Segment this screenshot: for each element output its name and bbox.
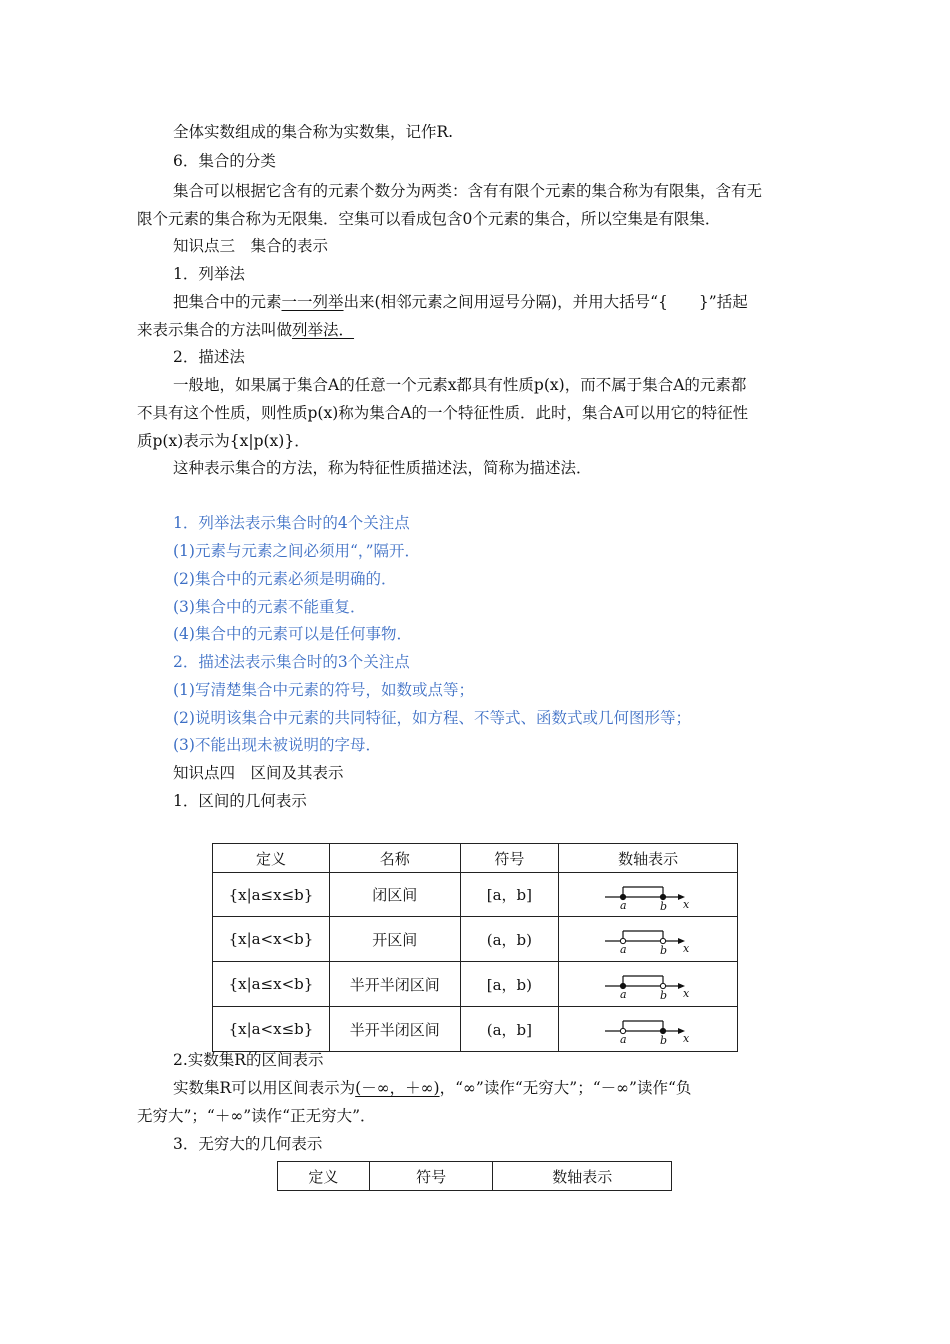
note-line: (2)说明该集合中元素的共同特征，如方程、不等式、函数式或几何图形等； — [173, 709, 691, 727]
para-real-interval-line2: 无穷大”；“＋∞”读作“正无穷大”． — [137, 1107, 376, 1125]
cell-symbol: [a，b] — [460, 873, 559, 917]
number-line-diagram — [603, 923, 693, 955]
cell-name: 闭区间 — [329, 873, 460, 917]
note-line: (4)集合中的元素可以是任何事物． — [173, 625, 412, 643]
label-b: b — [660, 989, 668, 1000]
interval-table — [212, 843, 738, 1052]
header-symbol: 符号 — [460, 844, 559, 873]
para-description-line4: 这种表示集合的方法，称为特征性质描述法，简称为描述法． — [173, 459, 592, 477]
label-b: b — [660, 944, 668, 955]
underlined-term: (－∞，＋∞) — [355, 1079, 440, 1097]
endpoint-b — [661, 1028, 666, 1033]
number-line-diagram — [603, 879, 693, 911]
cell-name: 半开半闭区间 — [329, 1007, 460, 1052]
label-b: b — [660, 1034, 668, 1045]
heading-set-classification: 6．集合的分类 — [173, 152, 276, 170]
table-row — [213, 962, 738, 1007]
table-header-row — [278, 1162, 672, 1191]
header-symbol: 符号 — [369, 1162, 493, 1191]
text-segment: ，“∞”读作“无穷大”；“－∞”读作“负 — [439, 1079, 692, 1097]
cell-number-line — [559, 873, 738, 917]
cell-name: 开区间 — [329, 917, 460, 962]
cell-symbol: (a，b) — [460, 917, 559, 962]
cell-number-line — [559, 962, 738, 1007]
heading-interval-geometry: 1．区间的几何表示 — [173, 792, 307, 810]
heading-description: 2．描述法 — [173, 348, 245, 366]
knowledge-point-3-title: 知识点三 集合的表示 — [173, 237, 329, 255]
label-a: a — [620, 988, 627, 1000]
para-real-interval-line1 — [173, 1078, 691, 1098]
note-line: 2．描述法表示集合时的3个关注点 — [173, 653, 410, 671]
cell-symbol: (a，b] — [460, 1007, 559, 1052]
number-line-diagram — [603, 1013, 693, 1045]
note-line: 1．列举法表示集合时的4个关注点 — [173, 514, 410, 532]
heading-infinity-geometry: 3．无穷大的几何表示 — [173, 1135, 323, 1153]
para-enumeration-line2 — [137, 320, 354, 340]
table-row — [213, 1007, 738, 1052]
text-segment: 实数集R可以用区间表示为 — [173, 1079, 356, 1097]
endpoint-b — [661, 983, 666, 988]
para-description-line1: 一般地，如果属于集合A的任意一个元素x都具有性质p(x)，而不属于集合A的元素都 — [173, 376, 747, 394]
label-a: a — [620, 1033, 627, 1045]
label-a: a — [620, 943, 627, 955]
text-segment: 来表示集合的方法叫做 — [137, 321, 293, 339]
para-classification-line2: 限个元素的集合称为无限集．空集可以看成包含0个元素的集合，所以空集是有限集． — [137, 210, 721, 228]
heading-enumeration: 1．列举法 — [173, 265, 245, 283]
para-enumeration-line1 — [173, 292, 748, 312]
header-number-line: 数轴表示 — [559, 844, 738, 873]
header-definition: 定义 — [213, 844, 330, 873]
text-segment: 出来(相邻元素之间用逗号分隔)，并用大括号“{ }”括起 — [343, 293, 748, 311]
label-x: x — [683, 987, 690, 1000]
cell-number-line — [559, 1007, 738, 1052]
infinity-table — [277, 1161, 672, 1191]
table-row — [213, 873, 738, 917]
cell-definition: {x|a<x<b} — [213, 917, 330, 962]
header-definition: 定义 — [278, 1162, 370, 1191]
label-x: x — [683, 1032, 690, 1045]
para-description-line3: 质p(x)表示为{x|p(x)}． — [137, 432, 310, 450]
endpoint-b — [661, 938, 666, 943]
note-line: (2)集合中的元素必须是明确的． — [173, 570, 397, 588]
para-real-numbers: 全体实数组成的集合称为实数集，记作R. — [173, 123, 454, 141]
label-x: x — [683, 942, 690, 955]
underlined-term: 列举法． — [292, 321, 355, 339]
cell-definition: {x|a≤x<b} — [213, 962, 330, 1007]
cell-number-line — [559, 917, 738, 962]
underlined-term: 一一列举 — [281, 293, 344, 311]
knowledge-point-4-title: 知识点四 区间及其表示 — [173, 764, 344, 782]
note-line: (3)集合中的元素不能重复． — [173, 598, 366, 616]
endpoint-b — [661, 894, 666, 899]
para-description-line2: 不具有这个性质，则性质p(x)称为集合A的一个特征性质．此时，集合A可以用它的特征性 — [137, 404, 749, 422]
label-a: a — [620, 898, 627, 911]
cell-name: 半开半闭区间 — [329, 962, 460, 1007]
para-classification-line1: 集合可以根据它含有的元素个数分为两类：含有有限个元素的集合称为有限集，含有无 — [173, 182, 763, 200]
note-line: (3)不能出现未被说明的字母． — [173, 736, 381, 754]
number-line-diagram — [603, 968, 693, 1000]
note-line: (1)写清楚集合中元素的符号，如数或点等； — [173, 681, 474, 699]
cell-definition: {x|a≤x≤b} — [213, 873, 330, 917]
note-line: (1)元素与元素之间必须用“，”隔开． — [173, 542, 421, 560]
label-b: b — [660, 899, 668, 911]
header-name: 名称 — [329, 844, 460, 873]
cell-symbol: [a，b) — [460, 962, 559, 1007]
header-number-line: 数轴表示 — [493, 1162, 672, 1191]
label-x: x — [683, 897, 690, 911]
table-header-row — [213, 844, 738, 873]
heading-real-interval: 2.实数集R的区间表示 — [173, 1051, 324, 1069]
cell-definition: {x|a<x≤b} — [213, 1007, 330, 1052]
text-segment: 把集合中的元素 — [173, 293, 282, 311]
table-row — [213, 917, 738, 962]
